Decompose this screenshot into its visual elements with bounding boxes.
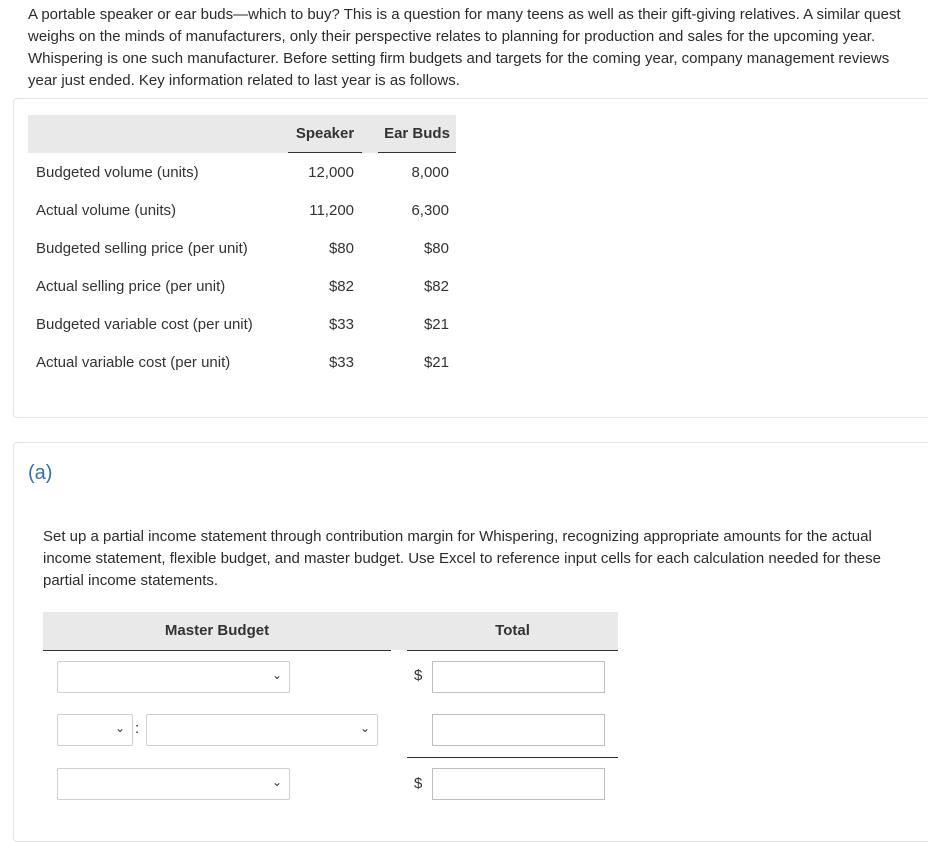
speaker-value: $33 [328,316,354,333]
intro-line: weighs on the minds of manufacturers, only their perspective relates to planning for production and sales for the upcoming year. [28,28,876,45]
dollar-sign: $ [414,667,423,684]
header-underline-total [407,650,618,651]
row-label: Actual selling price (per unit) [36,278,226,295]
speaker-value: $82 [328,278,354,295]
ear-buds-value: $21 [423,316,449,333]
total-amount-input[interactable] [432,768,605,800]
chevron-down-icon: ⌄ [114,721,125,735]
speaker-value: $80 [328,240,354,257]
header-ear-buds: Ear Buds [384,125,450,142]
row-label: Actual variable cost (per unit) [36,354,231,371]
chevron-down-icon: ⌄ [359,721,370,735]
intro-line: Whispering is one such manufacturer. Before setting firm budgets and targets for the coming year, company management reviews [28,50,890,67]
header-total: Total [495,622,530,639]
header-speaker: Speaker [295,125,355,142]
intro-line: year just ended. Key information related to last year is as follows. [28,72,460,89]
chevron-down-icon: ⌄ [271,668,282,682]
row-label: Actual volume (units) [36,202,177,219]
instruction-line: Set up a partial income statement through contribution margin for Whispering, recognizing appropriate amounts for the actual [43,528,872,545]
speaker-value: 11,200 [309,202,354,219]
operator-select[interactable] [57,714,133,746]
part-a-label: (a) [28,462,53,484]
speaker-value: 12,000 [308,164,354,181]
colon-separator: : [135,720,140,737]
ear-buds-value: $80 [423,240,449,257]
intro-paragraph [28,4,928,92]
total-amount-input[interactable] [432,714,605,746]
header-underline-speaker [288,152,362,153]
line-item-select[interactable] [146,714,378,746]
speaker-value: $33 [328,354,354,371]
part-a-instructions [43,526,928,592]
header-underline-ear-buds [378,152,456,153]
line-item-select[interactable] [57,768,290,800]
ear-buds-value: 6,300 [411,202,449,219]
total-amount-input[interactable] [432,661,605,693]
row-label: Budgeted selling price (per unit) [36,240,248,257]
dollar-sign: $ [414,775,423,792]
header-underline-master-budget [43,650,391,651]
row-label: Budgeted variable cost (per unit) [36,316,253,333]
ear-buds-value: $21 [423,354,449,371]
subtotal-line [407,757,618,758]
chevron-down-icon: ⌄ [271,775,282,789]
header-master-budget: Master Budget [164,622,270,639]
line-item-select[interactable] [57,661,290,693]
instruction-line: income statement, flexible budget, and master budget. Use Excel to reference input cells for each calculation needed for these [43,550,881,567]
instruction-line: partial income statements. [43,572,219,589]
row-label: Budgeted volume (units) [36,164,199,181]
ear-buds-value: 8,000 [411,164,449,181]
ear-buds-value: $82 [423,278,449,295]
intro-line: A portable speaker or ear buds—which to buy? This is a question for many teens as well as their gift-giving relatives. A similar quest [28,6,901,23]
